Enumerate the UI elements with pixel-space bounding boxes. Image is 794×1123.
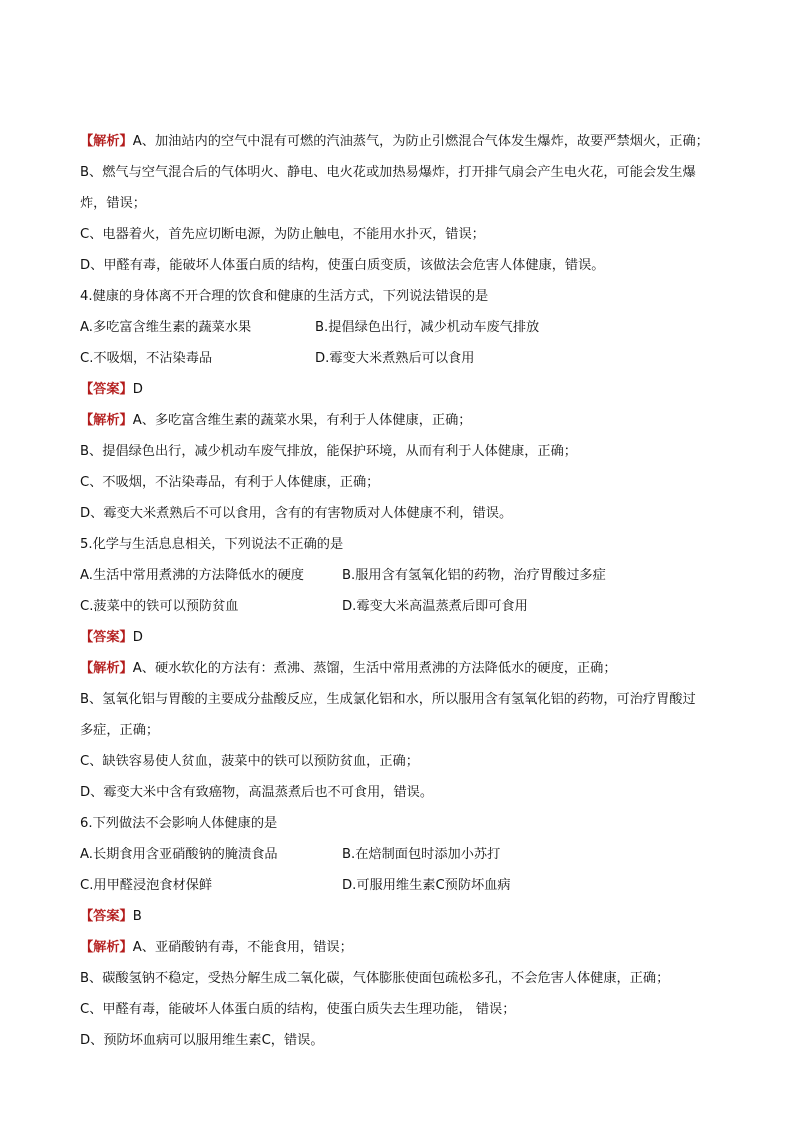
q6-option-c: C.用甲醛浸泡食材保鲜 — [80, 878, 213, 893]
answer-tag: 【答案】 — [80, 382, 133, 397]
q6-option-b: B.在焙制面包时添加小苏打 — [342, 847, 501, 862]
q4-option-b: B.提倡绿色出行，减少机动车废气排放 — [315, 320, 540, 335]
q6-option-a: A.长期食用含亚硝酸钠的腌渍食品 — [80, 847, 278, 862]
q4-analysis-a-text: A、多吃富含维生素的蔬菜水果，有利于人体健康，正确； — [132, 413, 472, 428]
q6-options-row2 — [80, 870, 720, 901]
q5-answer-value: D — [132, 630, 143, 645]
q6-answer — [80, 901, 720, 932]
q5-analysis-b-line1: B、氢氧化铝与胃酸的主要成分盐酸反应，生成氯化铝和水，所以服用含有氢氧化铝的药物，可治疗胃酸过 — [80, 692, 696, 707]
q3-analysis-a-text: A、加油站内的空气中混有可燃的汽油蒸气，为防止引燃混合气体发生爆炸，故要严禁烟火，正确； — [132, 134, 709, 149]
answer-tag: 【答案】 — [80, 630, 133, 645]
q4-analysis-a — [80, 405, 720, 436]
q4-options-row2 — [80, 343, 720, 374]
analysis-tag: 【解析】 — [80, 940, 133, 955]
q6-analysis-b: B、碳酸氢钠不稳定，受热分解生成二氧化碳，气体膨胀使面包疏松多孔，不会危害人体健康，正确； — [80, 971, 670, 986]
analysis-tag: 【解析】 — [80, 134, 133, 149]
q5-option-a: A.生活中常用煮沸的方法降低水的硬度 — [80, 568, 304, 583]
q3-analysis-b-line1: B、燃气与空气混合后的气体明火、静电、电火花或加热易爆炸，打开排气扇会产生电火花，可能会发生爆 — [80, 165, 696, 180]
q5-stem: 5.化学与生活息息相关，下列说法不正确的是 — [80, 537, 344, 552]
q6-option-d: D.可服用维生素C预防坏血病 — [342, 878, 511, 893]
q6-analysis-a-text: A、亚硝酸钠有毒，不能食用，错误； — [132, 940, 353, 955]
document-content — [80, 126, 720, 1056]
q5-option-d: D.霉变大米高温蒸煮后即可食用 — [342, 599, 528, 614]
analysis-tag: 【解析】 — [80, 413, 133, 428]
q4-option-c: C.不吸烟，不沾染毒品 — [80, 351, 213, 366]
q6-analysis-c: C、甲醛有毒，能破坏人体蛋白质的结构，使蛋白质失去生理功能， 错误； — [80, 1002, 516, 1017]
q5-options-row1 — [80, 560, 720, 591]
q3-analysis-b-line2: 炸，错误； — [80, 196, 146, 211]
q4-analysis-c: C、不吸烟，不沾染毒品，有利于人体健康，正确； — [80, 475, 380, 490]
analysis-tag: 【解析】 — [80, 661, 133, 676]
q5-option-c: C.菠菜中的铁可以预防贫血 — [80, 599, 239, 614]
q3-analysis-c: C、电器着火，首先应切断电源，为防止触电，不能用水扑灭，错误； — [80, 227, 485, 242]
q5-options-row2 — [80, 591, 720, 622]
q4-option-d: D.霉变大米煮熟后可以食用 — [315, 351, 475, 366]
answer-tag: 【答案】 — [80, 909, 133, 924]
q6-answer-value: B — [132, 909, 142, 924]
q4-stem: 4.健康的身体离不开合理的饮食和健康的生活方式，下列说法错误的是 — [80, 289, 489, 304]
q5-analysis-c: C、缺铁容易使人贫血，菠菜中的铁可以预防贫血，正确； — [80, 754, 419, 769]
q5-analysis-a-text: A、硬水软化的方法有：煮沸、蒸馏，生活中常用煮沸的方法降低水的硬度，正确； — [132, 661, 617, 676]
q4-options-row1 — [80, 312, 720, 343]
q6-options-row1 — [80, 839, 720, 870]
q5-analysis-b-line2: 多症，正确； — [80, 723, 160, 738]
q5-option-b: B.服用含有氢氧化铝的药物，治疗胃酸过多症 — [342, 568, 606, 583]
q4-answer-value: D — [132, 382, 143, 397]
q4-analysis-b: B、提倡绿色出行，减少机动车废气排放，能保护环境，从而有利于人体健康，正确； — [80, 444, 577, 459]
q4-option-a: A.多吃富含维生素的蔬菜水果 — [80, 320, 252, 335]
q6-stem: 6.下列做法不会影响人体健康的是 — [80, 816, 278, 831]
q5-analysis-a — [80, 653, 720, 684]
q4-answer — [80, 374, 720, 405]
q5-answer — [80, 622, 720, 653]
q6-analysis-d: D、预防坏血病可以服用维生素C，错误。 — [80, 1033, 324, 1048]
q3-analysis-a — [80, 126, 720, 157]
q4-analysis-d: D、霉变大米煮熟后不可以食用，含有的有害物质对人体健康不利，错误。 — [80, 506, 513, 521]
q5-analysis-d: D、霉变大米中含有致癌物，高温蒸煮后也不可食用，错误。 — [80, 785, 434, 800]
q6-analysis-a — [80, 932, 720, 963]
q3-analysis-d: D、甲醛有毒，能破坏人体蛋白质的结构，使蛋白质变质，该做法会危害人体健康，错误。 — [80, 258, 605, 273]
